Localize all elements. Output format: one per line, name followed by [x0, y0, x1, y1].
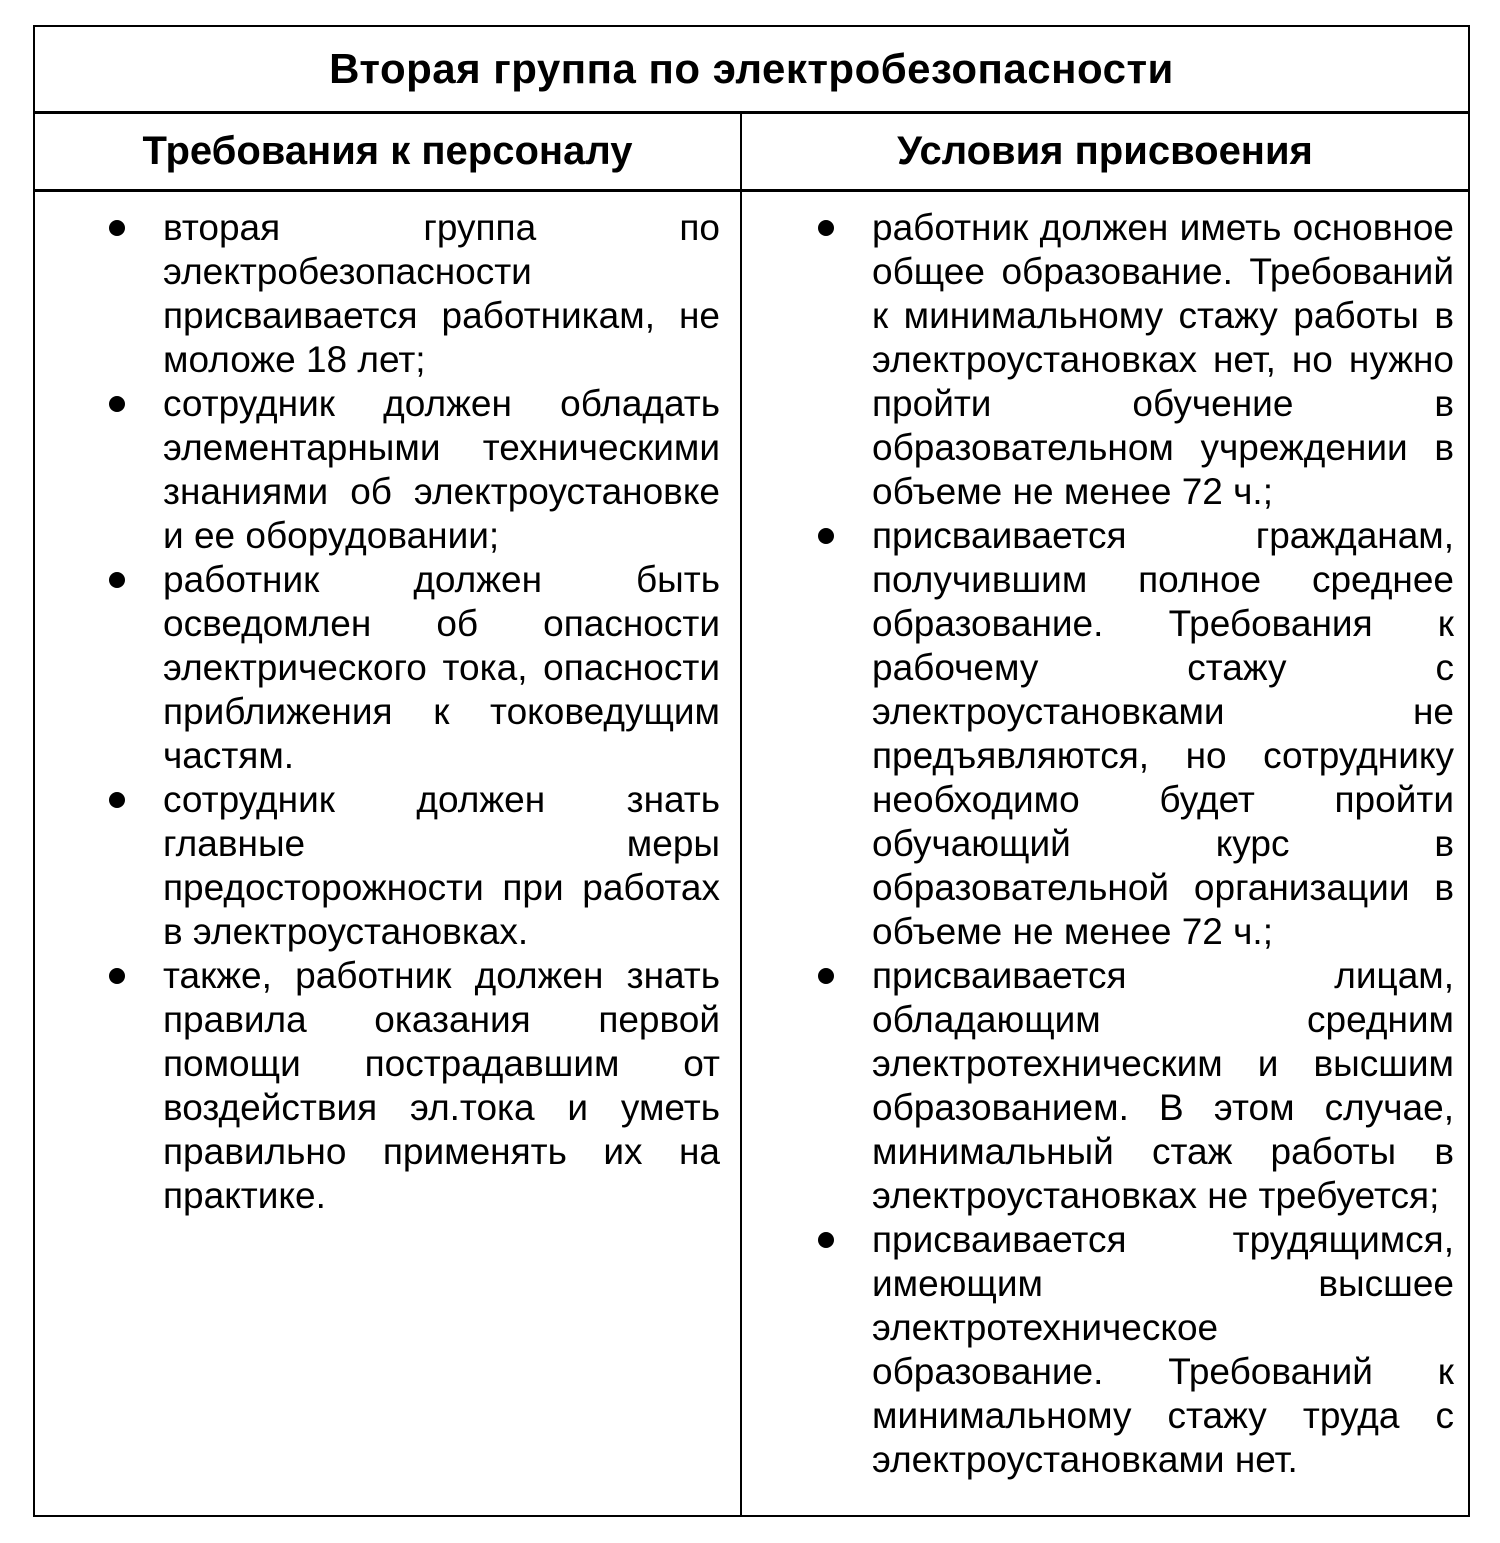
requirements-bullet-list: [35, 206, 740, 1218]
list-item: [35, 778, 740, 954]
list-item: [742, 1218, 1468, 1482]
bullet-icon: [818, 968, 834, 984]
list-item: [35, 382, 740, 558]
list-item-text: присваивается трудящимся, имеющим высшее электротехническое образование. Требований к минимальному стажу труда с электроустановками нет.: [872, 1219, 1454, 1480]
conditions-cell: [742, 192, 1468, 1515]
table-title: Вторая группа по электробезопасности: [35, 27, 1468, 114]
list-item-text: вторая группа по электробезопасности присваивается работникам, не моложе 18 лет;: [163, 207, 720, 380]
list-item: [35, 954, 740, 1218]
column-header-conditions: Условия присвоения: [897, 129, 1313, 173]
list-item: [742, 206, 1468, 514]
table-body-row: [35, 192, 1468, 1515]
bullet-icon: [109, 572, 125, 588]
bullet-icon: [109, 396, 125, 412]
list-item-text: сотрудник должен обладать элементарными техническими знаниями об электроустановке и ее оборудовании;: [163, 383, 720, 556]
conditions-bullet-list: [742, 206, 1468, 1482]
list-item: [742, 954, 1468, 1218]
list-item: [742, 514, 1468, 954]
list-item-text: также, работник должен знать правила оказания первой помощи пострадавшим от воздействия эл.тока и уметь правильно применять их на практике.: [163, 955, 720, 1216]
requirements-cell: [35, 192, 742, 1515]
list-item-text: работник должен быть осведомлен об опасности электрического тока, опасности приближения к токоведущим частям.: [163, 559, 720, 776]
list-item-text: работник должен иметь основное общее образование. Требований к минимальному стажу работы в электроустановках нет, но нужно пройти обучение в образовательном учреждении в объеме не менее 72 ч.;: [872, 207, 1454, 512]
list-item: [35, 206, 740, 382]
bullet-icon: [109, 792, 125, 808]
list-item: [35, 558, 740, 778]
table-header-row: [35, 114, 1468, 192]
bullet-icon: [818, 220, 834, 236]
list-item-text: присваивается лицам, обладающим средним электротехническим и высшим образованием. В этом случае, минимальный стаж работы в электроустановках не требуется;: [872, 955, 1454, 1216]
list-item-text: сотрудник должен знать главные меры предосторожности при работах в электроустановках.: [163, 779, 720, 952]
list-item-text: присваивается гражданам, получившим полное среднее образование. Требования к рабочему стажу с электроустановками не предъявляются, но сотруднику необходимо будет пройти обучающий курс в образовательной организации в объеме не менее 72 ч.;: [872, 515, 1454, 952]
bullet-icon: [818, 1232, 834, 1248]
bullet-icon: [109, 968, 125, 984]
bullet-icon: [818, 528, 834, 544]
electrical-safety-table: [33, 25, 1470, 1517]
column-header-requirements: Требования к персоналу: [35, 114, 742, 189]
bullet-icon: [109, 220, 125, 236]
